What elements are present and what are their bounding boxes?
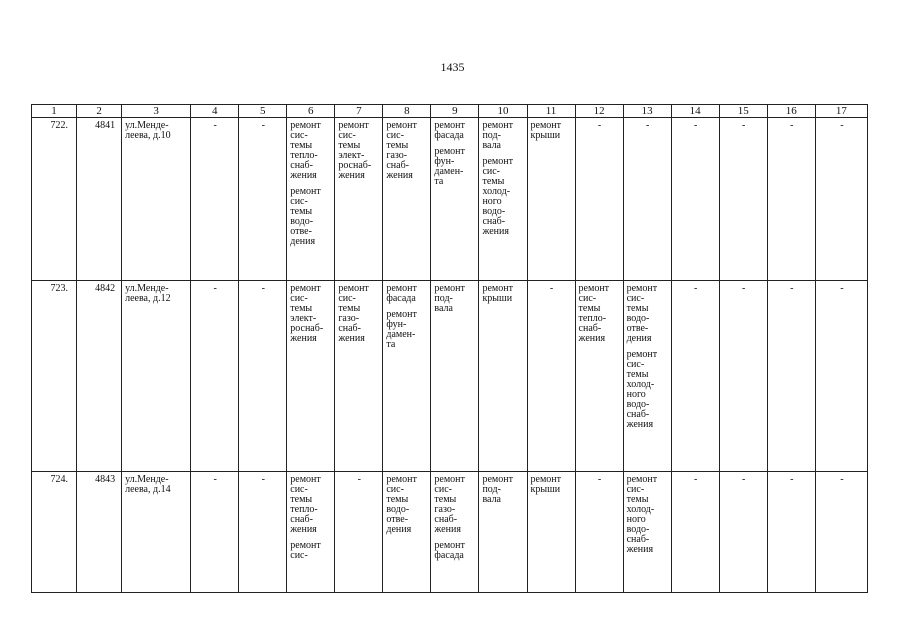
header-cell: 14 bbox=[671, 105, 719, 118]
work-item: ремонт крыши bbox=[530, 120, 561, 141]
work-item: ремонт сис- темы холод- ного водо- снаб- жения bbox=[626, 474, 658, 555]
dash-cell-4: - bbox=[191, 472, 239, 593]
work-item: ремонт сис- темы водо- отве- дения bbox=[386, 474, 417, 535]
work-item: ремонт сис- темы холод- ного водо- снаб- жения bbox=[626, 349, 658, 430]
work-item: ремонт сис- темы холод- ного водо- снаб- жения bbox=[482, 156, 513, 237]
dash-cell-15: - bbox=[719, 118, 767, 281]
dash-cell-14: - bbox=[671, 281, 719, 472]
work-item: ремонт фун- дамен- та bbox=[386, 309, 417, 350]
dash-cell-5: - bbox=[239, 281, 287, 472]
work-cell-11 bbox=[527, 472, 575, 593]
work-item: ремонт крыши bbox=[482, 283, 513, 304]
dash-cell-7: - bbox=[335, 472, 383, 593]
work-item: ремонт сис- темы газо- снаб- жения bbox=[434, 474, 465, 535]
work-cell-6 bbox=[287, 472, 335, 593]
dash-cell-5: - bbox=[239, 472, 287, 593]
work-cell-13 bbox=[623, 281, 671, 472]
header-cell: 16 bbox=[767, 105, 815, 118]
table-row bbox=[32, 472, 868, 593]
work-item: ремонт сис- темы тепло- снаб- жения bbox=[290, 120, 321, 181]
dash-cell-14: - bbox=[671, 118, 719, 281]
work-item: ремонт сис- темы газо- снаб- жения bbox=[338, 283, 369, 344]
header-cell: 10 bbox=[479, 105, 527, 118]
work-cell-9 bbox=[431, 118, 479, 281]
repair-schedule-table bbox=[31, 104, 868, 593]
dash-cell-14: - bbox=[671, 472, 719, 593]
header-row bbox=[32, 105, 868, 118]
work-cell-10 bbox=[479, 118, 527, 281]
row-number: 722. bbox=[32, 118, 77, 281]
header-cell: 17 bbox=[815, 105, 867, 118]
dash-cell-5: - bbox=[239, 118, 287, 281]
table-row bbox=[32, 118, 868, 281]
dash-cell-13: - bbox=[623, 118, 671, 281]
address-cell: ул.Менде- леева, д.12 bbox=[122, 281, 191, 472]
dash-cell-17: - bbox=[815, 281, 867, 472]
work-item: ремонт фасада bbox=[434, 120, 465, 141]
dash-cell-4: - bbox=[191, 281, 239, 472]
header-cell: 12 bbox=[575, 105, 623, 118]
work-item: ремонт фасада bbox=[386, 283, 417, 304]
header-cell: 15 bbox=[719, 105, 767, 118]
header-cell: 9 bbox=[431, 105, 479, 118]
work-item: ремонт сис- темы водо- отве- дения bbox=[626, 283, 658, 344]
work-item: ремонт сис- темы газо- снаб- жения bbox=[386, 120, 417, 181]
row-number: 724. bbox=[32, 472, 77, 593]
work-cell-13 bbox=[623, 472, 671, 593]
work-cell-12 bbox=[575, 281, 623, 472]
dash-cell-17: - bbox=[815, 118, 867, 281]
address-cell: ул.Менде- леева, д.14 bbox=[122, 472, 191, 593]
work-cell-10 bbox=[479, 281, 527, 472]
work-cell-11 bbox=[527, 118, 575, 281]
dash-cell-15: - bbox=[719, 281, 767, 472]
work-cell-7 bbox=[335, 118, 383, 281]
work-item: ремонт фасада bbox=[434, 540, 465, 561]
work-cell-8 bbox=[383, 118, 431, 281]
work-item: ремонт сис- bbox=[290, 540, 321, 561]
work-cell-6 bbox=[287, 118, 335, 281]
dash-cell-12: - bbox=[575, 472, 623, 593]
work-item: ремонт сис- темы водо- отве- дения bbox=[290, 186, 321, 247]
work-item: ремонт сис- темы элект- роснаб- жения bbox=[290, 283, 324, 344]
row-code: 4841 bbox=[77, 118, 122, 281]
work-cell-9 bbox=[431, 281, 479, 472]
dash-cell-16: - bbox=[767, 472, 815, 593]
row-code: 4842 bbox=[77, 281, 122, 472]
table-row bbox=[32, 281, 868, 472]
dash-cell-15: - bbox=[719, 472, 767, 593]
work-cell-8 bbox=[383, 281, 431, 472]
address-cell: ул.Менде- леева, д.10 bbox=[122, 118, 191, 281]
header-cell: 7 bbox=[335, 105, 383, 118]
work-item: ремонт сис- темы элект- роснаб- жения bbox=[338, 120, 372, 181]
work-cell-9 bbox=[431, 472, 479, 593]
work-item: ремонт под- вала bbox=[434, 283, 465, 314]
header-cell: 13 bbox=[623, 105, 671, 118]
dash-cell-16: - bbox=[767, 281, 815, 472]
work-item: ремонт под- вала bbox=[482, 120, 513, 151]
dash-cell-16: - bbox=[767, 118, 815, 281]
dash-cell-4: - bbox=[191, 118, 239, 281]
header-cell: 8 bbox=[383, 105, 431, 118]
dash-cell-17: - bbox=[815, 472, 867, 593]
row-number: 723. bbox=[32, 281, 77, 472]
work-item: ремонт сис- темы тепло- снаб- жения bbox=[578, 283, 610, 344]
work-cell-7 bbox=[335, 281, 383, 472]
work-cell-6 bbox=[287, 281, 335, 472]
work-item: ремонт фун- дамен- та bbox=[434, 146, 465, 187]
work-item: ремонт под- вала bbox=[482, 474, 513, 505]
work-item: ремонт крыши bbox=[530, 474, 561, 495]
header-cell: 2 bbox=[77, 105, 122, 118]
header-cell: 11 bbox=[527, 105, 575, 118]
work-item: ремонт сис- темы тепло- снаб- жения bbox=[290, 474, 321, 535]
page-number: 1435 bbox=[440, 60, 465, 74]
header-cell: 1 bbox=[32, 105, 77, 118]
work-cell-10 bbox=[479, 472, 527, 593]
header-cell: 3 bbox=[122, 105, 191, 118]
header-cell: 6 bbox=[287, 105, 335, 118]
header-cell: 5 bbox=[239, 105, 287, 118]
header-cell: 4 bbox=[191, 105, 239, 118]
work-cell-8 bbox=[383, 472, 431, 593]
row-code: 4843 bbox=[77, 472, 122, 593]
dash-cell-12: - bbox=[575, 118, 623, 281]
dash-cell-11: - bbox=[527, 281, 575, 472]
